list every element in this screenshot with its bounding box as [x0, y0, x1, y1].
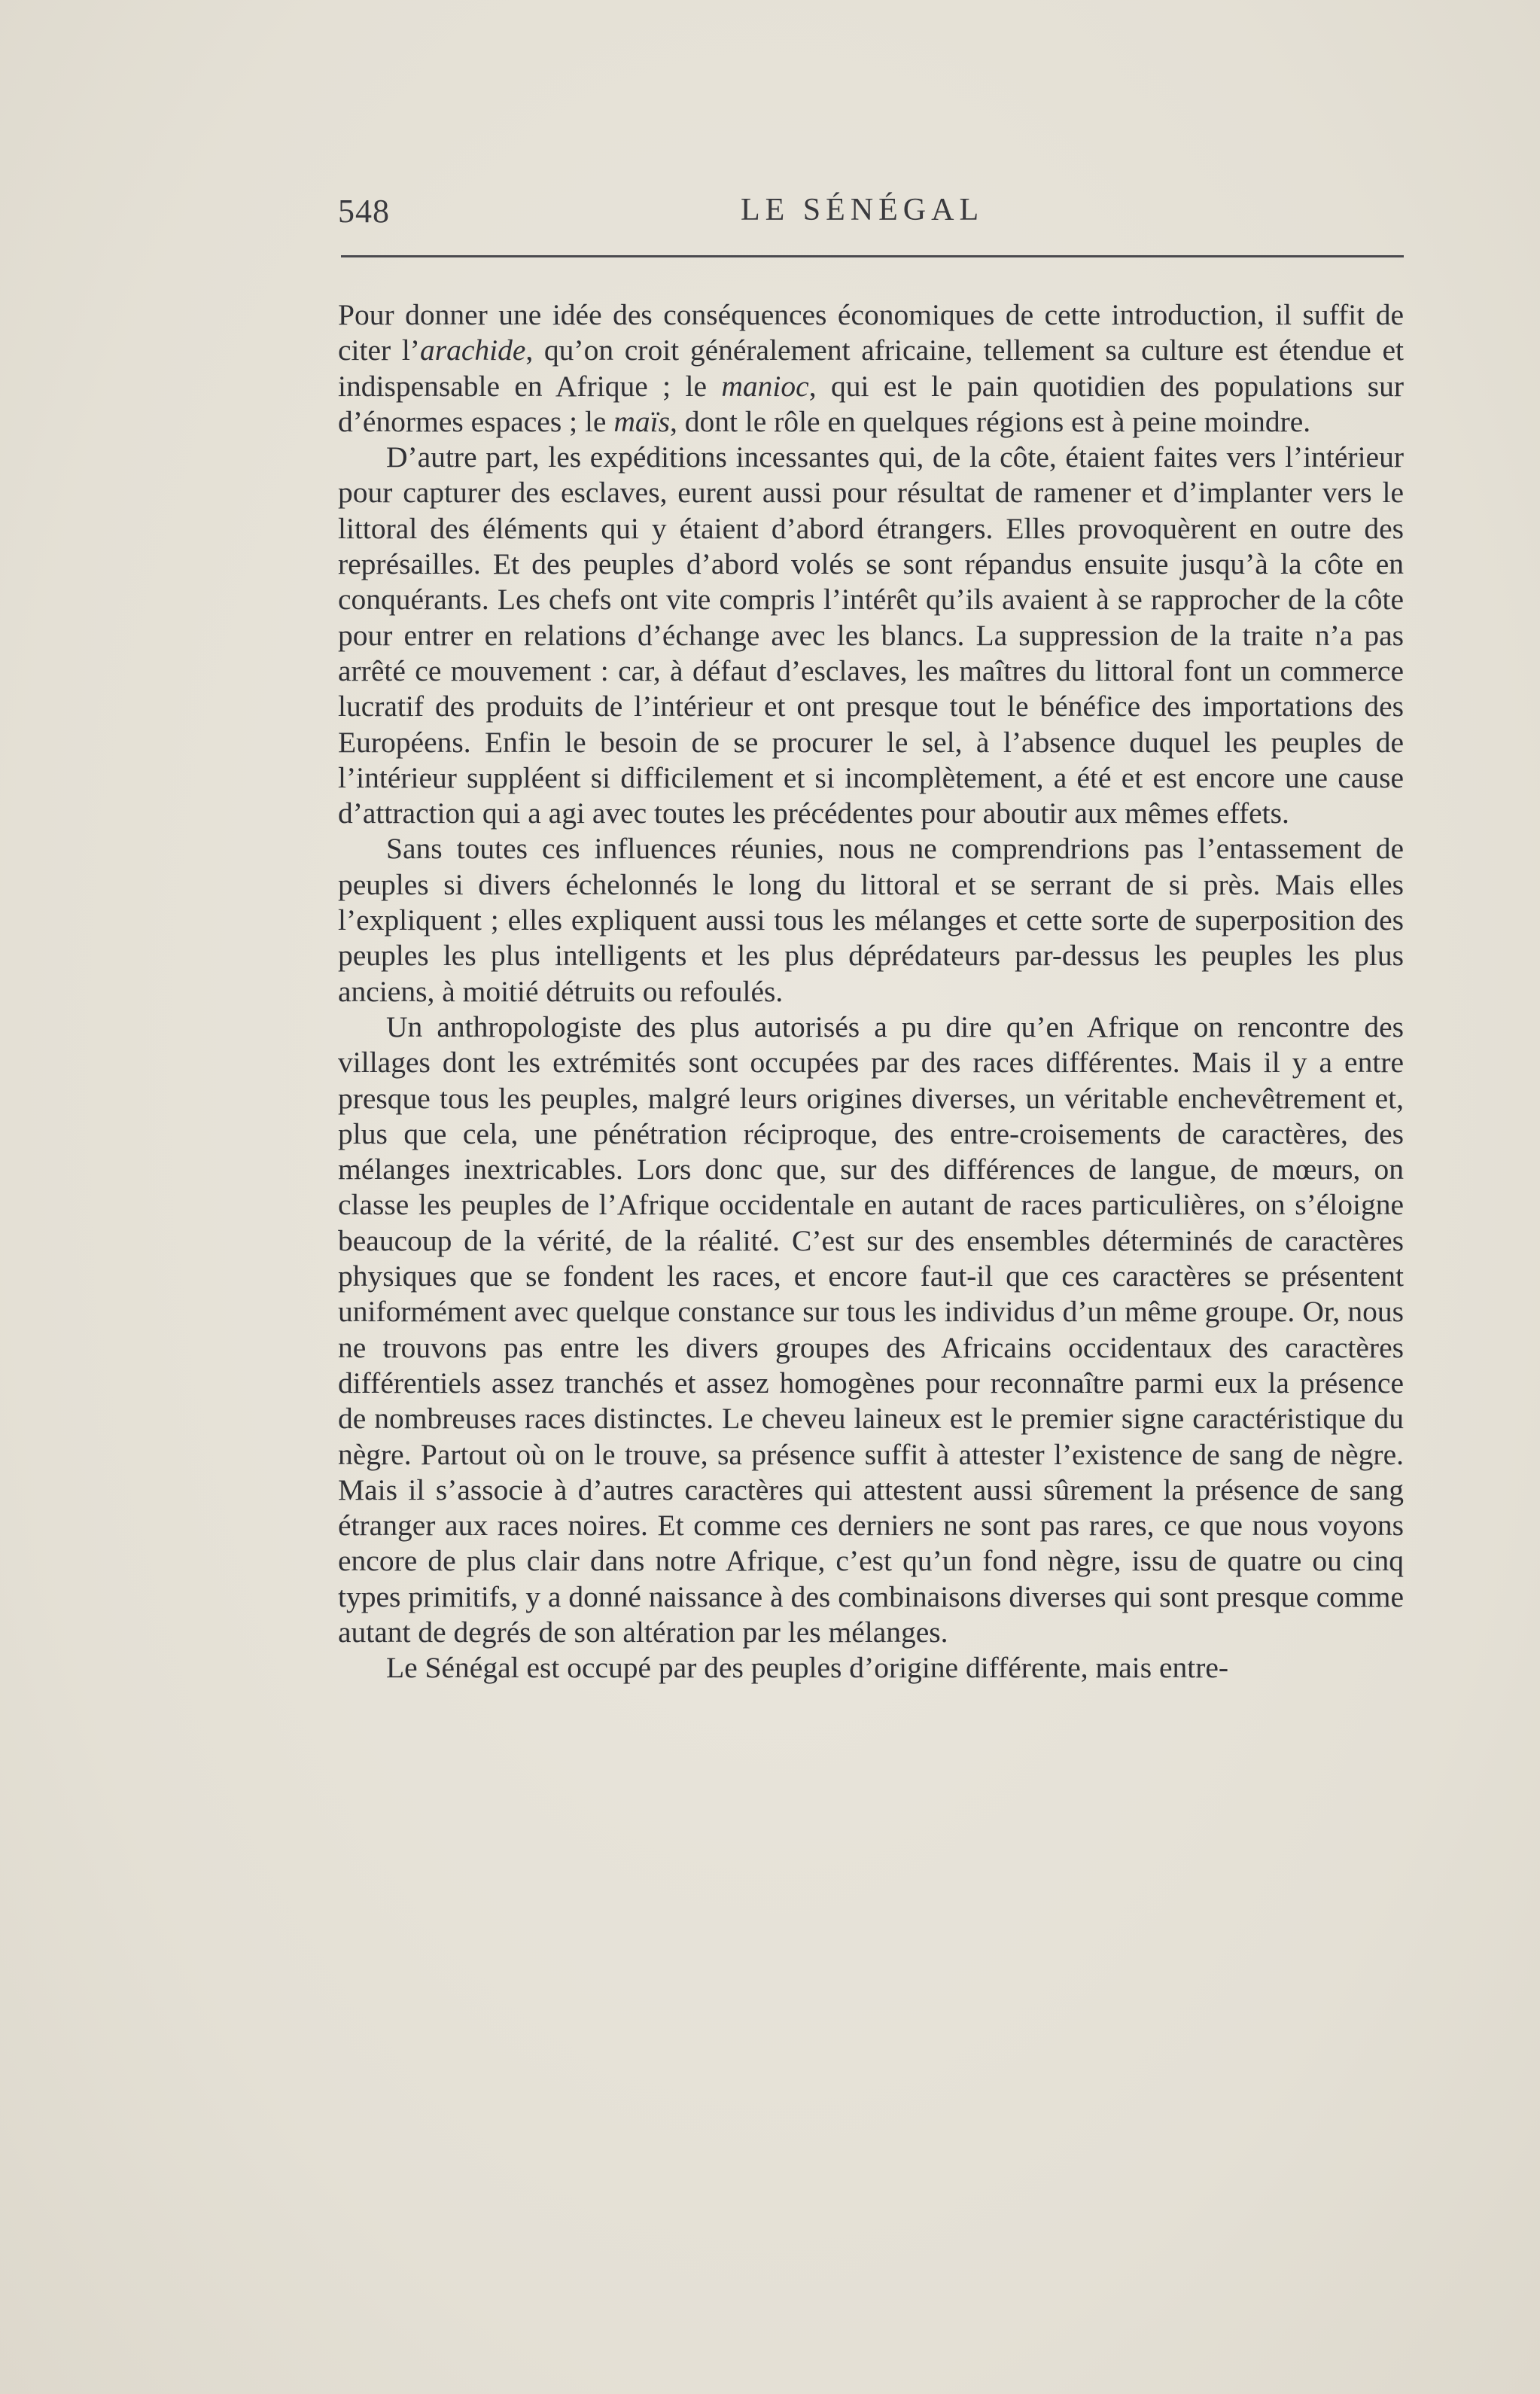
running-title: LE SÉNÉGAL — [741, 193, 985, 227]
text-run: , dont le rôle en quelques régions est à peine moindre. — [669, 404, 1311, 438]
italic-term-arachide: arachide — [419, 334, 526, 367]
text-run: Sans toutes ces influences réunies, nous ne comprendrions pas l’entassement de peuples si divers échelonnés le long du littoral et se serrant de si près. Mais elles l’expliquent ; elles expliquent aussi tous les mélanges et cette sorte de superposition des peuples les plus intelligents et les plus déprédateurs par-dessus les peuples les plus anciens, à moitié détruits ou refoulés. — [338, 832, 1404, 1008]
italic-term-manioc: manioc — [721, 369, 809, 403]
paragraph — [338, 1010, 1404, 1650]
text-run: Un anthropologiste des plus autorisés a pu dire qu’en Afrique on rencontre des villages dont les extrémités sont occupées par des races différentes. Mais il y a entre presque tous les peuples, malgré leurs origines diverses, un véritable enchevêtrement et, plus que cela, une pénétration réciproque, des entre-croisements de caractères, des mélanges inextricables. Lors donc que, sur des différences de langue, de mœurs, on classe les peuples de l’Afrique occidentale en autant de races particulières, on s’éloigne beaucoup de la vérité, de la réalité. C’est sur des ensembles déterminés de caractères physiques que se fondent les races, et encore faut-il que ces caractères se présentent uniformément avec quelque constance sur tous les individus d’un même groupe. Or, nous ne trouvons pas entre les divers groupes des Africains occidentaux des caractères différentiels assez tranchés et assez homogènes pour reconnaître parmi eux la présence de nombreuses races distinctes. Le cheveu laineux est le premier signe caractéristique du nègre. Partout où on le trouve, sa présence suffit à attester l’existence de sang de nègre. Mais il s’associe à d’autres caractères qui attestent aussi sûrement la présence de sang étranger aux races noires. Et comme ces derniers ne sont pas rares, ce que nous voyons encore de plus clair dans notre Afrique, c’est qu’un fond nègre, issu de quatre ou cinq types primitifs, y a donné naissance à des combinaisons diverses qui sont presque comme autant de degrés de son altération par les mélanges. — [338, 1010, 1404, 1649]
text-run: D’autre part, les expéditions incessantes qui, de la côte, étaient faites vers l’intérieur pour capturer des esclaves, eurent aussi pour résultat de ramener et d’implanter vers le littoral des éléments qui y étaient d’abord étrangers. Elles provoquèrent en outre des représailles. Et des peuples d’abord volés se sont répandus ensuite jusqu’à la côte en conquérants. Les chefs ont vite compris l’intérêt qu’ils avaient à se rapprocher de la côte pour entrer en relations d’échange avec les blancs. La suppression de la traite n’a pas arrêté ce mouvement : car, à défaut d’esclaves, les maîtres du littoral font un commerce lucratif des produits de l’intérieur et ont presque tout le bénéfice des importations des Européens. Enfin le besoin de se procurer le sel, à l’absence duquel les peuples de l’intérieur suppléent si difficilement et si incomplètement, a été et est encore une cause d’attraction qui a agi avec toutes les précédentes pour aboutir aux mêmes effets. — [338, 440, 1404, 830]
text-run: Pour donner une idée des conséquences économiques de cette introduction, il suffit de citer l’ — [338, 298, 1404, 367]
italic-term-mais: maïs — [613, 404, 670, 438]
page-number: 548 — [338, 193, 390, 230]
header-rule — [341, 255, 1404, 257]
text-run: , qui est le pain quotidien des populations sur d’énormes espaces ; le — [338, 369, 1405, 438]
page-header — [338, 192, 1403, 237]
paragraph — [338, 440, 1404, 831]
paragraph — [338, 831, 1404, 1009]
body-text — [338, 297, 1404, 1686]
text-run: Le Sénégal est occupé par des peuples d’origine différente, mais entre- — [386, 1651, 1229, 1685]
paragraph — [338, 1650, 1404, 1686]
text-run: , qu’on croit généralement africaine, tellement sa culture est étendue et indispensable en Afrique ; le — [338, 334, 1404, 403]
paragraph — [338, 297, 1404, 440]
